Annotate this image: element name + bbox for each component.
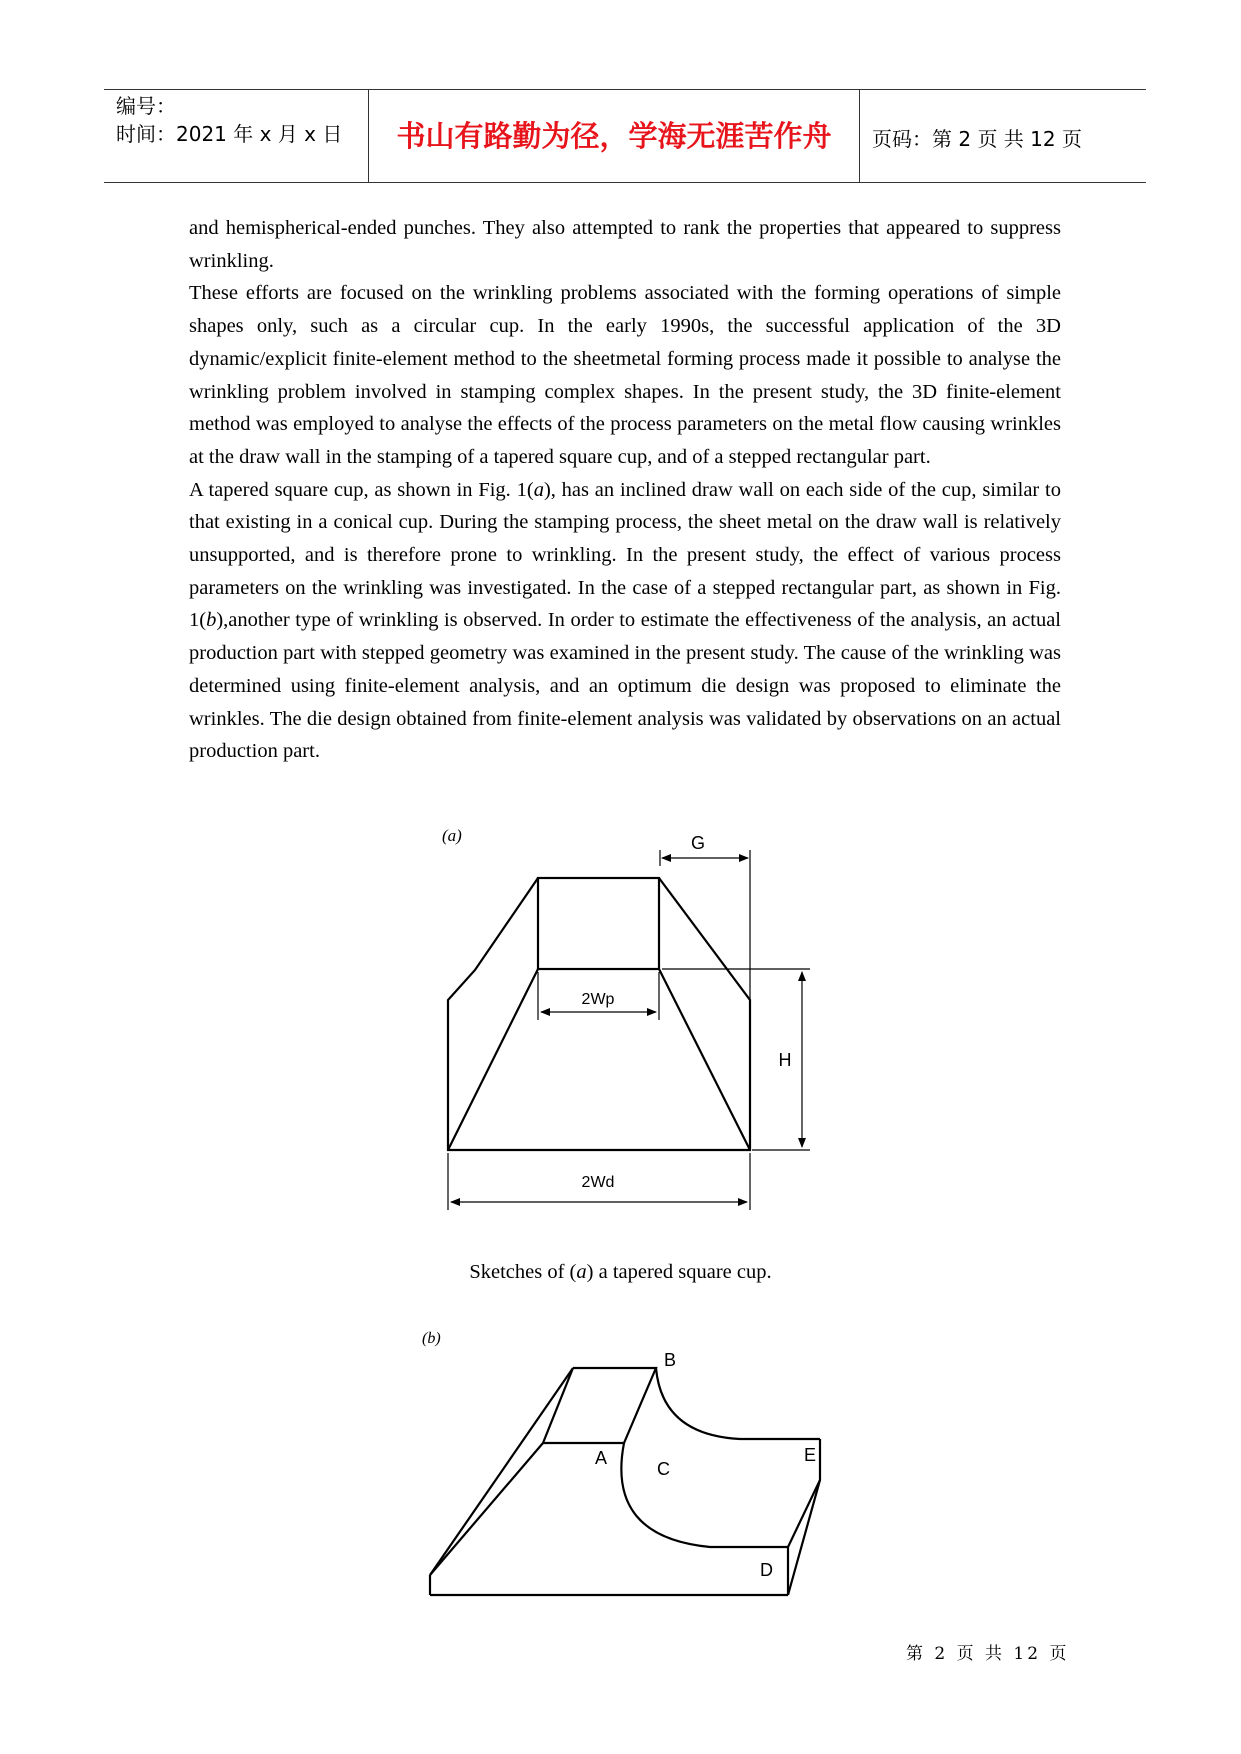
document-number-label: 编号： xyxy=(116,94,176,118)
label-h: H xyxy=(778,1050,792,1070)
tapered-cup-outline xyxy=(448,878,750,1150)
paragraph-3-part-b: ), has an inclined draw wall on each side of the cup, similar to that existing in a conical cup. During the stamping process, the sheet metal on the draw wall is relatively unsupported, and is therefore prone to wrinkling. In the present study, the effect of various process parameters on the wrinkling was investigated. In the case of a stepped rectangular part, as shown in Fig. 1( xyxy=(189,478,1061,632)
figure-b-drawing xyxy=(410,1325,830,1595)
header-right-cell xyxy=(860,90,1146,182)
label-a: A xyxy=(595,1448,608,1468)
caption-italic: a xyxy=(576,1261,587,1283)
figure-a xyxy=(430,820,790,1215)
header-motto: 书山有路勤为径，学海无涯苦作舟 xyxy=(396,119,832,153)
label-2wp: 2Wp xyxy=(581,991,615,1008)
label-e: E xyxy=(804,1445,817,1465)
label-2wd: 2Wd xyxy=(581,1174,615,1191)
page-footer: 第 2 页 共 12 页 xyxy=(906,1644,1070,1664)
paragraph-3-part-a: A tapered square cup, as shown in Fig. 1( xyxy=(189,478,534,501)
header-middle-cell xyxy=(369,90,860,182)
figure-ref-a: a xyxy=(533,478,544,501)
label-d: D xyxy=(760,1560,773,1580)
document-time-label: 时间：2021 年 x 月 x 日 xyxy=(116,122,343,146)
dimension-lines xyxy=(448,850,810,1210)
header-page-label: 页码：第 2 页 共 12 页 xyxy=(872,127,1082,151)
figure-caption xyxy=(0,1261,1241,1284)
header-left-cell xyxy=(104,90,369,182)
caption-post: ) a tapered square cup. xyxy=(586,1261,772,1283)
paragraph-2: These efforts are focused on the wrinkling problems associated with the forming operations of simple shapes only, such as a circular cup. In the early 1990s, the successful application of the 3D dynamic/explicit finite-element method to the sheetmetal forming process made it possible to analyse the wrinkling problem involved in stamping complex shapes. In the present study, the 3D finite-element method was employed to analyse the effects of the process parameters on the metal flow causing wrinkles at the draw wall in the stamping of a tapered square cup, and of a stepped rectangular part. xyxy=(189,282,1061,468)
paragraph-3-part-c: ),another type of wrinkling is observed. In order to estimate the effectiveness of the analysis, an actual production part with stepped geometry was examined in the present study. The cause of the wrinkling was determined using finite-element analysis, and an optimum die design was proposed to eliminate the wrinkles. The die design obtained from finite-element analysis was validated by observations on an actual production part. xyxy=(189,609,1061,763)
figure-a-drawing xyxy=(430,820,790,1215)
figure-ref-b: b xyxy=(206,609,217,632)
body-text xyxy=(189,212,1061,768)
figure-a-tag: (a) xyxy=(442,826,462,845)
label-b: B xyxy=(664,1350,677,1370)
page-header xyxy=(104,89,1146,183)
label-g: G xyxy=(690,833,706,853)
paragraph-3 xyxy=(189,474,1061,768)
label-c: C xyxy=(657,1459,670,1479)
figure-b xyxy=(410,1325,830,1595)
caption-pre: Sketches of ( xyxy=(469,1261,577,1283)
paragraph-1: and hemispherical-ended punches. They also attempted to rank the properties that appeared to suppress wrinkling. xyxy=(189,217,1061,272)
figure-b-tag: (b) xyxy=(422,1330,441,1347)
